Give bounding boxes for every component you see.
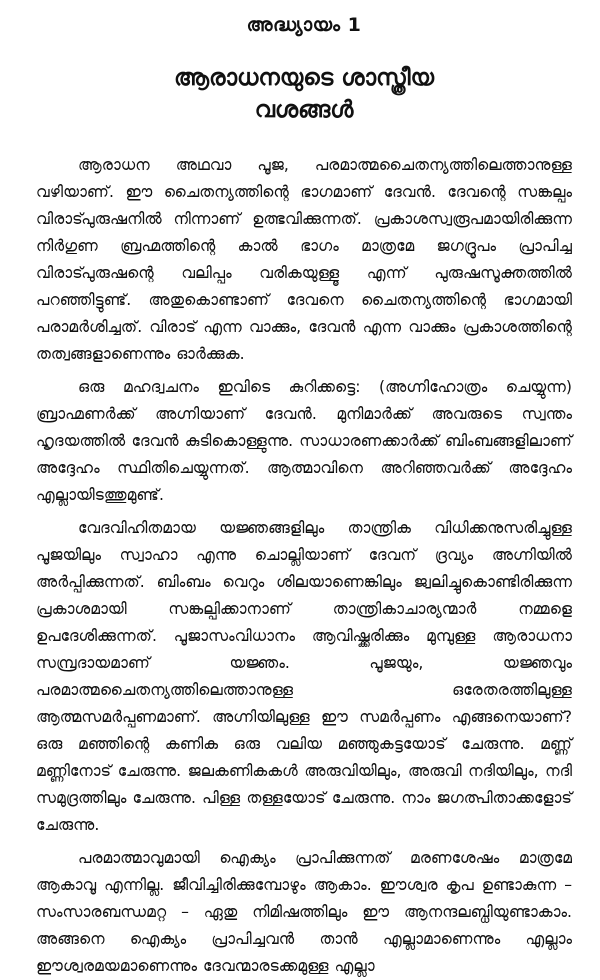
paragraph-4: പരമാത്മാവുമായി ഐക്യം പ്രാപിക്കുന്നത് മരണശേഷം മാത്രമേ ആകാവൂ എന്നില്ല. ജീവിച്ചിരിക്കുമ്പോഴും ആകാം. ഈശ്വര കൃപ ഉണ്ടാകുന്ന – സംസാരബന്ധമറ്റ – ഏതു നിമിഷത്തിലും ഈ ആനന്ദലബ്ധിയുണ്ടാകാം. അങ്ങനെ ഐക്യം പ്രാപിച്ചവൻ താൻ എല്ലാമാണെന്നും എല്ലാം ഈശ്വരമയമാണെന്നും ദേവന്മാരടക്കമുള്ള എല്ലാ xyxy=(36,849,572,975)
paragraph-1: ആരാധന അഥവാ പൂജ, പരമാത്മചൈതന്യത്തിലെത്താനുള്ള വഴിയാണ്. ഈ ചൈതന്യത്തിന്റെ ഭാഗമാണ് ദേവൻ. ദേവന്റെ സങ്കല്പം വിരാട്പുരുഷനിൽ നിന്നാണ് ഉത്ഭവിക്കുന്നത്. പ്രകാശസ്വരൂപമായിരിക്കുന്ന നിർഗുണ ബ്രഹ്മത്തിന്റെ കാൽ ഭാഗം മാത്രമേ ജഗദ്രൂപം പ്രാപിച്ച വിരാട്പുരുഷന്റെ വലിപ്പം വരികയുള്ളൂ എന്ന് പുരുഷസൂക്തത്തിൽ പറഞ്ഞിട്ടുണ്ട്. അതുകൊണ്ടാണ് ദേവനെ ചൈതന്യത്തിന്റെ ഭാഗമായി പരാമർശിച്ചത്. വിരാട് എന്ന വാക്കും, ദേവൻ എന്ന വാക്കും പ്രകാശത്തിന്റെ തത്വങ്ങളാണെന്നും ഓർക്കുക. xyxy=(36,156,572,363)
chapter-title-line-2: വശങ്ങൾ xyxy=(254,97,354,123)
paragraph-3: വേദവിഹിതമായ യജ്ഞങ്ങളിലും താന്ത്രിക വിധിക്കനുസരിച്ചുള്ള പൂജയിലും സ്വാഹാ എന്നു ചൊല്ലിയാണ് ദേവന് ദ്രവ്യം അഗ്നിയിൽ അർപ്പിക്കുന്നത്. ബിംബം വെറും ശിലയാണെങ്കിലും ജ്വലിച്ചുകൊണ്ടിരിക്കുന്ന പ്രകാശമായി സങ്കല്പിക്കാനാണ് താന്ത്രികാചാര്യന്മാർ നമ്മളെ ഉപദേശിക്കുന്നത്. പൂജാസംവിധാനം ആവിഷ്ക്കരിക്കും മുമ്പുള്ള ആരാധനാ സമ്പ്രദായമാണ് യജ്ഞം. പൂജയും, യജ്ഞവും പരമാത്മചൈതന്യത്തിലെത്താനുള്ള ഒരേതരത്തിലുള്ള ആത്മസമർപ്പണമാണ്. അഗ്നിയിലുള്ള ഈ സമർപ്പണം എങ്ങനെയാണ്? ഒരു മഞ്ഞിന്റെ കണിക ഒരു വലിയ മഞ്ഞുകട്ടയോട് ചേരുന്നു. മണ്ണ് മണ്ണിനോട് ചേരുന്നു. ജലകണികകൾ അരുവിയിലും, അരുവി നദിയിലും, നദി സമുദ്രത്തിലും ചേരുന്നു. പിള്ള തള്ളയോട് ചേരുന്നു. നാം ജഗത്പിതാക്കളോട് ചേരുന്നു. xyxy=(36,519,572,834)
paragraph-2: ഒരു മഹദ്വചനം ഇവിടെ കുറിക്കട്ടെ: (അഗ്നിഹോത്രം ചെയ്യുന്ന) ബ്രാഹ്മണർക്ക് അഗ്നിയാണ് ദേവൻ. മുനിമാർക്ക് അവരുടെ സ്വന്തം ഹൃദയത്തിൽ ദേവൻ കുടികൊള്ളുന്നു. സാധാരണക്കാർക്ക് ബിംബങ്ങളിലാണ് അദ്ദേഹം സ്ഥിതിചെയ്യുന്നത്. ആത്മാവിനെ അറിഞ്ഞവർക്ക് അദ്ദേഹം എല്ലായിടത്തുമുണ്ട്. xyxy=(36,378,572,504)
chapter-heading: അദ്ധ്യായം 1 xyxy=(246,14,362,36)
chapter-title-line-1: ആരാധനയുടെ ശാസ്ത്രീയ xyxy=(173,65,435,91)
chapter-title xyxy=(36,62,572,126)
